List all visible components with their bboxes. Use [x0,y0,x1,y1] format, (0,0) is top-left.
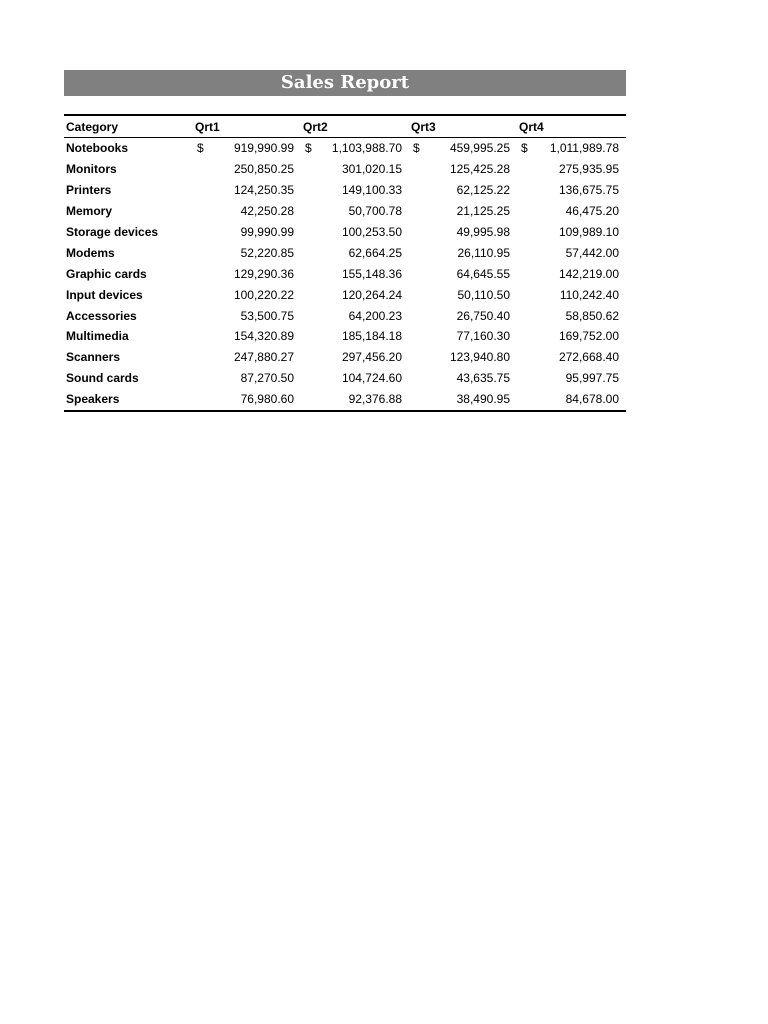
table-row [64,389,626,411]
table-row [64,159,626,180]
qrt3-value: 459,995.25 [449,141,510,156]
currency-symbol: $ [413,141,420,156]
category-cell: Printers [66,183,112,198]
qrt3-cell: 21,125.25 [456,204,510,219]
sales-report [64,70,626,412]
qrt2-cell: 64,200.23 [348,308,402,323]
qrt3-cell: 26,750.40 [456,308,510,323]
qrt3-cell: 26,110.95 [457,245,510,260]
qrt4-cell: 272,668.40 [558,350,619,365]
qrt2-cell: 62,664.25 [348,245,402,260]
table-row [64,222,626,243]
qrt1-cell: 42,250.28 [240,204,294,219]
category-cell: Input devices [66,287,143,302]
header-qrt1: Qrt1 [193,115,301,138]
category-cell: Memory [66,204,113,219]
qrt1-cell: 124,250.35 [233,183,294,198]
qrt4-cell: 169,752.00 [558,329,619,344]
qrt1-cell: 87,270.50 [240,371,294,386]
header-row [64,115,626,138]
category-cell: Multimedia [66,329,129,344]
qrt1-cell: 99,990.99 [240,225,294,239]
qrt2-value: 1,103,988.70 [331,141,402,156]
qrt3-cell: 43,635.75 [456,371,510,386]
category-cell: Graphic cards [66,266,147,281]
category-cell: Storage devices [66,225,159,239]
qrt3-cell: 64,645.55 [456,266,510,281]
category-cell: Accessories [66,308,137,323]
qrt3-cell: 77,160.30 [456,329,510,344]
header-qrt4: Qrt4 [517,115,626,138]
qrt4-cell [517,138,626,159]
table-row [64,305,626,326]
header-category: Category [64,115,193,138]
qrt2-cell: 297,456.20 [341,350,402,365]
qrt2-cell: 149,100.33 [341,183,402,198]
qrt3-cell [409,138,517,159]
qrt2-cell: 301,020.15 [341,162,402,177]
table-row [64,138,626,159]
qrt4-cell: 142,219.00 [558,266,619,281]
qrt2-cell: 104,724.60 [341,371,402,386]
table-row [64,242,626,263]
qrt1-cell: 129,290.36 [233,266,294,281]
table-row [64,180,626,201]
category-cell: Scanners [66,350,121,365]
qrt3-cell: 38,490.95 [456,392,510,407]
report-title: Sales Report [64,70,626,96]
table-row [64,263,626,284]
qrt1-cell: 52,220.85 [240,245,294,260]
table-row [64,201,626,222]
qrt2-cell: 50,700.78 [348,204,402,219]
qrt4-value: 1,011,989.78 [549,141,619,156]
qrt1-cell: 76,980.60 [240,392,294,407]
qrt2-cell: 185,184.18 [341,329,402,344]
qrt4-cell: 57,442.00 [565,245,619,260]
category-cell: Sound cards [66,371,139,386]
qrt3-cell: 125,425.28 [449,162,510,177]
qrt1-cell [193,138,301,159]
category-cell: Notebooks [66,141,129,156]
qrt4-cell: 275,935.95 [558,162,619,177]
table-row [64,347,626,368]
qrt1-cell: 247,880.27 [233,350,294,365]
qrt2-cell: 120,264.24 [341,287,402,302]
qrt1-value: 919,990.99 [233,141,294,156]
qrt4-cell: 84,678.00 [565,392,619,407]
category-cell: Monitors [66,162,117,177]
currency-symbol: $ [521,141,528,156]
qrt1-cell: 154,320.89 [233,329,294,344]
category-cell: Speakers [66,392,120,407]
header-qrt3: Qrt3 [409,115,517,138]
category-cell: Modems [66,245,115,260]
qrt2-cell: 92,376.88 [348,392,402,407]
qrt4-cell: 95,997.75 [565,371,619,386]
qrt2-cell: 155,148.36 [341,266,402,281]
qrt4-cell: 58,850.62 [565,308,619,323]
qrt3-cell: 50,110.50 [457,287,510,302]
qrt3-cell: 49,995.98 [456,225,510,239]
table-row [64,368,626,389]
qrt1-cell: 250,850.25 [233,162,294,177]
qrt4-cell: 109,989.10 [558,225,619,239]
qrt2-cell [301,138,409,159]
sales-table [64,114,626,412]
currency-symbol: $ [305,141,312,156]
qrt1-cell: 100,220.22 [233,287,294,302]
qrt2-cell: 100,253.50 [341,225,402,239]
qrt4-cell: 110,242.40 [559,287,619,302]
qrt1-cell: 53,500.75 [240,308,294,323]
header-qrt2: Qrt2 [301,115,409,138]
qrt3-cell: 62,125.22 [456,183,510,198]
qrt4-cell: 136,675.75 [558,183,619,198]
currency-symbol: $ [197,141,204,156]
qrt4-cell: 46,475.20 [565,204,619,219]
table-row [64,326,626,347]
qrt3-cell: 123,940.80 [449,350,510,365]
table-row [64,284,626,305]
